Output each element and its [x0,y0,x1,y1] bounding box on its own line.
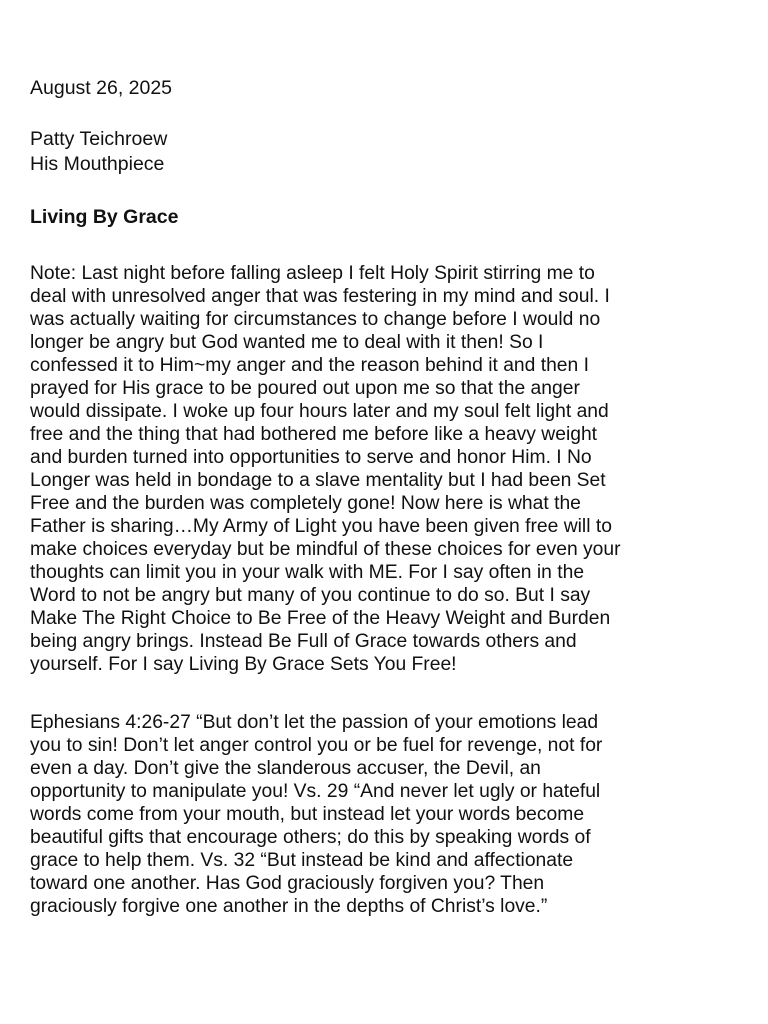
scripture-line: toward one another. Has God graciously forgiven you? Then [30,873,545,894]
note-line: Word to not be angry but many of you continue to do so. But I say [30,585,591,606]
note-line: and burden turned into opportunities to serve and honor Him. I No [30,447,592,468]
scripture-line: even a day. Don’t give the slanderous accuser, the Devil, an [30,758,541,779]
scripture-line: Ephesians 4:26-27 “But don’t let the passion of your emotions lead [30,712,599,733]
scripture-line: grace to help them. Vs. 32 “But instead be kind and affectionate [30,850,574,871]
note-line: Note: Last night before falling asleep I felt Holy Spirit stirring me to [30,263,595,284]
note-line: being angry brings. Instead Be Full of Grace towards others and [30,631,577,652]
letter-page [30,0,730,1024]
note-line: Make The Right Choice to Be Free of the Heavy Weight and Burden [30,608,611,629]
note-line: thoughts can limit you in your walk with ME. For I say often in the [30,562,585,583]
letter-date: August 26, 2025 [30,77,173,99]
note-line: would dissipate. I woke up four hours later and my soul felt light and [30,401,609,422]
note-line: make choices everyday but be mindful of these choices for even your [30,539,621,560]
note-line: prayed for His grace to be poured out upon me so that the anger [30,378,580,399]
note-line: Longer was held in bondage to a slave mentality but I had been Set [30,470,606,491]
note-line: was actually waiting for circumstances to change before I would no [30,309,601,330]
author-name: Patty Teichroew [30,128,168,150]
note-line: confessed it to Him~my anger and the reason behind it and then I [30,355,589,376]
note-line: free and the thing that had bothered me before like a heavy weight [30,424,598,445]
note-line: Free and the burden was completely gone! Now here is what the [30,493,581,514]
scripture-line: you to sin! Don’t let anger control you or be fuel for revenge, not for [30,735,603,756]
scripture-line: beautiful gifts that encourage others; do this by speaking words of [30,827,591,848]
scripture-line: graciously forgive one another in the depths of Christ’s love.” [30,896,548,917]
note-line: yourself. For I say Living By Grace Sets You Free! [30,654,457,675]
note-line: deal with unresolved anger that was festering in my mind and soul. I [30,286,610,307]
author-role: His Mouthpiece [30,153,165,175]
note-line: longer be angry but God wanted me to deal with it then! So I [30,332,544,353]
note-line: Father is sharing…My Army of Light you have been given free will to [30,516,612,537]
letter-title: Living By Grace [30,206,179,228]
scripture-line: opportunity to manipulate you! Vs. 29 “And never let ugly or hateful [30,781,601,802]
scripture-line: words come from your mouth, but instead let your words become [30,804,585,825]
